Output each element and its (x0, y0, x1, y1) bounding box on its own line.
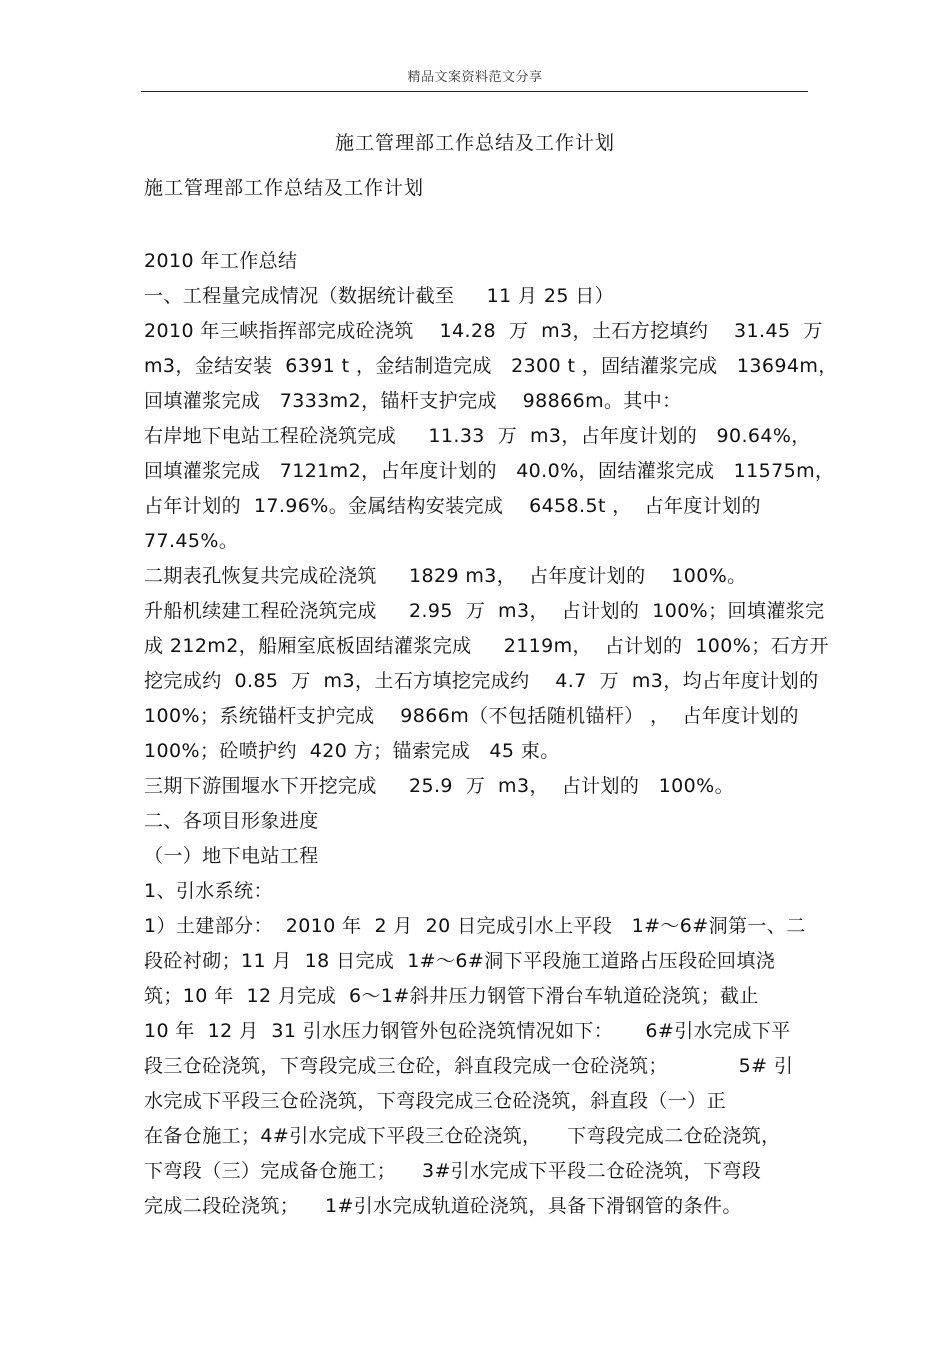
document-title: 施工管理部工作总结及工作计划 (334, 132, 615, 154)
paragraph-line: 2010 年工作总结 (144, 250, 298, 272)
paragraph-line: 回填灌浆完成 7333m2，锚杆支护完成 98866m。其中： (144, 390, 682, 412)
section-heading: 一、工程量完成情况（数据统计截至 11 月 25 日） (144, 285, 615, 307)
page-header: 精品文案资料范文分享 (407, 70, 543, 85)
document-subtitle: 施工管理部工作总结及工作计划 (144, 177, 425, 199)
paragraph-line: 100%；系统锚杆支护完成 9866m（不包括随机锚杆） ， 占年度计划的 (144, 705, 799, 727)
subsection-heading: （一）地下电站工程 (144, 845, 319, 867)
paragraph-line: 10 年 12 月 31 引水压力钢管外包砼浇筑情况如下： 6#引水完成下平 (144, 1020, 791, 1042)
paragraph-line: 2010 年三峡指挥部完成砼浇筑 14.28 万 m3，土石方挖填约 31.45 万 (144, 320, 823, 342)
subsection-heading: 1、引水系统： (144, 880, 273, 902)
paragraph-line: 下弯段（三）完成备仓施工； 3#引水完成下平段二仓砼浇筑，下弯段 (144, 1160, 762, 1182)
paragraph-line: 77.45%。 (144, 530, 239, 552)
paragraph-line: 完成二段砼浇筑； 1#引水完成轨道砼浇筑，具备下滑钢管的条件。 (144, 1195, 742, 1217)
paragraph-line: 三期下游围堰水下开挖完成 25.9 万 m3， 占计划的 100%。 (144, 775, 734, 797)
paragraph-line: 占年计划的 17.96%。金属结构安装完成 6458.5t ， 占年度计划的 (144, 495, 761, 517)
section-heading: 二、各项目形象进度 (144, 810, 319, 832)
paragraph-line: 挖完成约 0.85 万 m3，土石方填挖完成约 4.7 万 m3，均占年度计划的 (144, 670, 819, 692)
document-body (144, 174, 838, 1224)
paragraph-line: 1）土建部分： 2010 年 2 月 20 日完成引水上平段 1#～6#洞第一、二 (144, 915, 806, 937)
paragraph-line: 成 212m2，船厢室底板固结灌浆完成 2119m， 占计划的 100%；石方开 (144, 635, 829, 657)
paragraph-line: 筑；10 年 12 月完成 6～1#斜井压力钢管下滑台车轨道砼浇筑；截止 (144, 985, 759, 1007)
header-divider (141, 91, 808, 92)
paragraph-line: 在备仓施工；4#引水完成下平段三仓砼浇筑， 下弯段完成二仓砼浇筑， (144, 1125, 781, 1147)
paragraph-line: 段三仓砼浇筑，下弯段完成三仓砼，斜直段完成一仓砼浇筑； 5# 引 (144, 1055, 794, 1077)
paragraph-line: 回填灌浆完成 7121m2，占年度计划的 40.0%，固结灌浆完成 11575m， (144, 460, 835, 482)
paragraph-line: m3，金结安装 6391 t ，金结制造完成 2300 t ，固结灌浆完成 13694m， (144, 355, 838, 377)
paragraph-line: 升船机续建工程砼浇筑完成 2.95 万 m3， 占计划的 100%；回填灌浆完 (144, 600, 825, 622)
paragraph-line: 段砼衬砌；11 月 18 日完成 1#～6#洞下平段施工道路占压段砼回填浇 (144, 950, 776, 972)
paragraph-line: 右岸地下电站工程砼浇筑完成 11.33 万 m3，占年度计划的 90.64%， (144, 425, 811, 447)
paragraph-line: 二期表孔恢复共完成砼浇筑 1829 m3， 占年度计划的 100%。 (144, 565, 747, 587)
paragraph-line: 水完成下平段三仓砼浇筑，下弯段完成三仓砼浇筑，斜直段（一）正 (144, 1090, 727, 1112)
paragraph-line: 100%；砼喷护约 420 方；锚索完成 45 束。 (144, 740, 560, 762)
blank-line (144, 209, 809, 244)
